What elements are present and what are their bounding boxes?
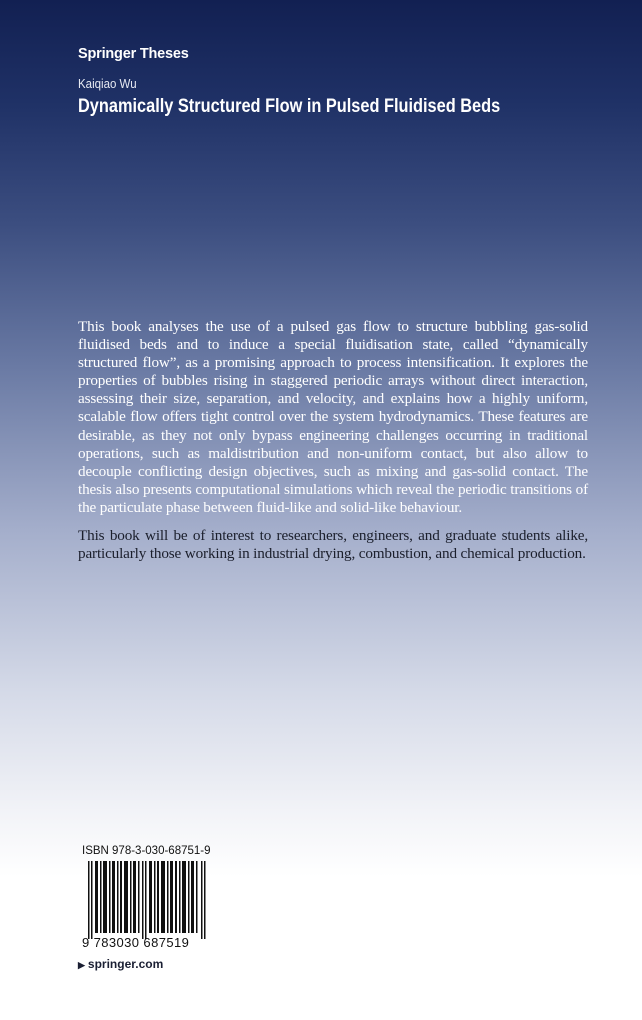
publisher-website[interactable] — [78, 957, 163, 971]
blurb — [78, 318, 588, 573]
website-label: springer.com — [87, 957, 164, 971]
blurb-paragraph-1: This book analyses the use of a pulsed gas flow to structure bubbling gas-solid fluidised beds and to induce a special fluidisation state, called “dynamically structured flow”, as a promising approach to process intensification. It explores the properties of bubbles rising in staggered periodic arrays without direct interaction, assessing their size, separation, and velocity, and explains how a highly uniform, scalable flow offers tight control over the system hydrodynamics. These features are desirable, as they not only bypass engineering challenges occurring in traditional operations, such as maldistribution and non-uniform contact, but also allow to decouple conflicting design objectives, such as mixing and gas-solid contact. The thesis also presents computational simulations which reveal the periodic transitions of the particulate phase between fluid-like and solid-like behaviour. — [78, 318, 588, 516]
isbn-label: ISBN 978-3-030-68751-9 — [82, 845, 211, 857]
barcode-digits: 9 783030 687519 — [82, 935, 190, 950]
author-name: Kaiqiao Wu — [78, 77, 137, 91]
barcode-image — [88, 861, 206, 939]
book-title: Dynamically Structured Flow in Pulsed Fluidised Beds — [78, 96, 501, 117]
barcode-block — [82, 845, 242, 955]
series-name: Springer Theses — [78, 46, 189, 62]
blurb-paragraph-2: This book will be of interest to researchers, engineers, and graduate students alike, particularly those working in industrial drying, combustion, and chemical production. — [78, 527, 588, 563]
arrow-icon: ▶ — [78, 960, 85, 970]
